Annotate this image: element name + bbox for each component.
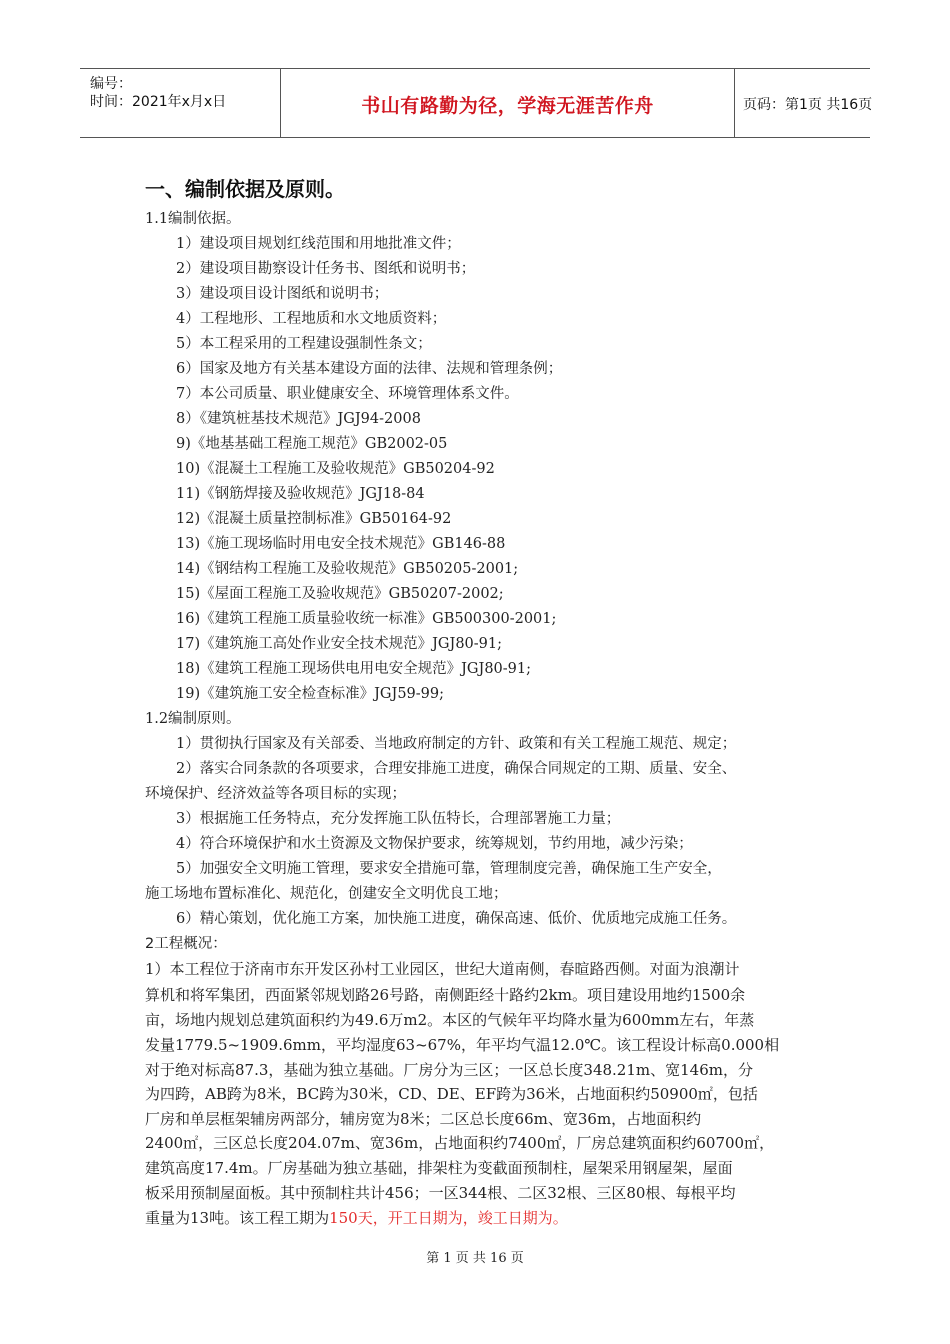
schedule-highlight: 150天，开工日期为，竣工日期为。 <box>329 1209 568 1227</box>
header-motto: 书山有路勤为径，学海无涯苦作舟 <box>361 95 654 117</box>
basis-item: 1）建设项目规划红线范围和用地批准文件； <box>176 236 461 252</box>
section-title-basis: 一、编制依据及原则。 <box>145 177 345 201</box>
principle-item: 1）贯彻执行国家及有关部委、当地政府制定的方针、政策和有关工程施工规范、规定； <box>176 736 737 752</box>
overview-line: 亩，场地内规划总建筑面积约为49.6万m2。本区的气候年平均降水量为600mm左右，年蒸 <box>145 1011 755 1029</box>
page-footer: 第 1 页 共 16 页 <box>426 1251 524 1266</box>
principle-item: 6）精心策划，优化施工方案，加快施工进度，确保高速、低价、优质地完成施工任务。 <box>176 911 737 927</box>
basis-item: 3）建设项目设计图纸和说明书； <box>176 286 389 302</box>
overview-line: 建筑高度17.4m。厂房基础为独立基础，排架柱为变截面预制柱，屋架采用钢屋架，屋面 <box>145 1159 733 1177</box>
basis-item: 11)《钢筋焊接及验收规范》JGJ18-84 <box>176 486 425 502</box>
principle-item: 4）符合环境保护和水土资源及文物保护要求，统筹规划，节约用地，减少污染； <box>176 836 693 852</box>
basis-item: 8）《建筑桩基技术规范》JGJ94-2008 <box>176 411 421 427</box>
basis-item: 12)《混凝土质量控制标准》GB50164-92 <box>176 511 452 527</box>
principle-item: 5）加强安全文明施工管理，要求安全措施可靠，管理制度完善，确保施工生产安全， <box>176 861 722 877</box>
overview-line: 为四跨，AB跨为8米，BC跨为30米，CD、DE、EF跨为36米，占地面积约50900㎡，包括 <box>145 1085 758 1103</box>
overview-line: 厂房和单层框架辅房两部分，辅房宽为8米；二区总长度66m、宽36m，占地面积约 <box>145 1110 702 1128</box>
subsection-title: 1.2编制原则。 <box>145 711 241 727</box>
basis-item: 2）建设项目勘察设计任务书、图纸和说明书； <box>176 261 476 277</box>
principle-item-continued: 环境保护、经济效益等各项目标的实现； <box>145 786 406 802</box>
overview-line-last <box>145 1208 568 1228</box>
subsection-title: 1.1编制依据。 <box>145 211 241 227</box>
overview-text: 重量为13吨。该工程工期为 <box>145 1209 330 1227</box>
principle-item-continued: 施工场地布置标准化、规范化，创建安全文明优良工地； <box>145 886 508 902</box>
basis-item: 17)《建筑施工高处作业安全技术规范》JGJ80-91; <box>176 636 503 652</box>
basis-item: 16)《建筑工程施工质量验收统一标准》GB500300-2001; <box>176 611 557 627</box>
basis-item: 10)《混凝土工程施工及验收规范》GB50204-92 <box>176 461 495 477</box>
section-title-overview: 2工程概况： <box>145 936 227 952</box>
basis-item: 5）本工程采用的工程建设强制性条文； <box>176 336 432 352</box>
basis-item: 18)《建筑工程施工现场供电用电安全规范》JGJ80-91; <box>176 661 532 677</box>
overview-line: 算机和将军集团，西面紧邻规划路26号路，南侧距经十路约2km。项目建设用地约1500余 <box>145 986 746 1004</box>
basis-item: 7）本公司质量、职业健康安全、环境管理体系文件。 <box>176 386 519 402</box>
header-page-number: 页码：第1页 共16页 <box>743 97 873 113</box>
overview-line: 2400㎡，三区总长度204.07m、宽36m，占地面积约7400㎡，厂房总建筑面积约60700㎡， <box>145 1134 775 1152</box>
doc-number-label: 编号： <box>90 76 132 92</box>
header-page-cell <box>735 69 873 137</box>
basis-item: 13)《施工现场临时用电安全技术规范》GB146-88 <box>176 536 506 552</box>
principle-item: 3）根据施工任务特点，充分发挥施工队伍特长，合理部署施工力量； <box>176 811 621 827</box>
overview-line: 板采用预制屋面板。其中预制柱共计456；一区344根、二区32根、三区80根、每根平均 <box>145 1184 736 1202</box>
principle-item: 2）落实合同条款的各项要求，合理安排施工进度，确保合同规定的工期、质量、安全、 <box>176 761 737 777</box>
doc-date-label: 时间：2021年x月x日 <box>90 94 227 110</box>
overview-line: 1）本工程位于济南市东开发区孙村工业园区，世纪大道南侧，春暄路西侧。对面为浪潮计 <box>145 960 740 978</box>
basis-item: 15)《屋面工程施工及验收规范》GB50207-2002; <box>176 586 504 602</box>
header-info-cell <box>80 69 281 137</box>
basis-item: 4）工程地形、工程地质和水文地质资料； <box>176 311 447 327</box>
overview-line: 发量1779.5~1909.6mm，平均湿度63~67%，年平均气温12.0℃。该工程设计标高0.000相 <box>145 1036 780 1054</box>
basis-item: 14)《钢结构工程施工及验收规范》GB50205-2001; <box>176 561 519 577</box>
overview-line: 对于绝对标高87.3，基础为独立基础。厂房分为三区；一区总长度348.21m、宽146m，分 <box>145 1061 753 1079</box>
basis-item: 9)《地基基础工程施工规范》GB2002-05 <box>176 436 448 452</box>
page-header <box>80 68 873 138</box>
basis-item: 6）国家及地方有关基本建设方面的法律、法规和管理条例； <box>176 361 563 377</box>
header-motto-cell <box>281 69 735 137</box>
basis-item: 19)《建筑施工安全检查标准》JGJ59-99; <box>176 686 445 702</box>
